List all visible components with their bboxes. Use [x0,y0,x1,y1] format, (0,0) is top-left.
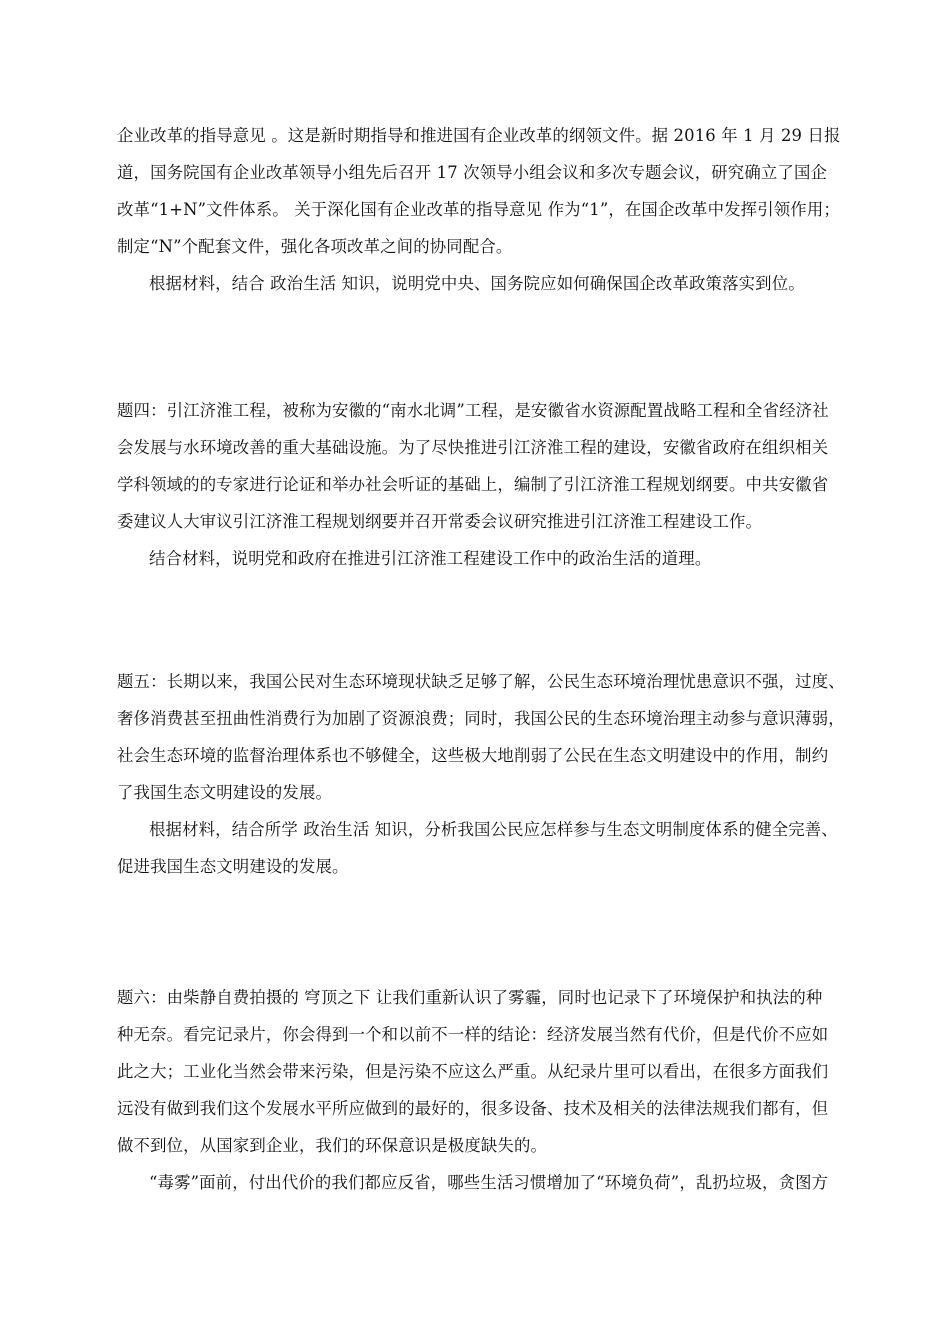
text-line: 此之大；工业化当然会带来污染，但是污染不应这么严重。从纪录片里可以看出，在很多方面我们 [117,1062,829,1081]
text-line: 改革“1+N”文件体系。 关于深化国有企业改革的指导意见 作为“1”，在国企改革中发挥引领作用； [117,200,840,219]
question-5 [117,663,843,885]
text-line: 题五：长期以来，我国公民对生态环境现状缺乏足够了解，公民生态环境治理忧患意识不强，过度、 [117,672,845,691]
text-line: 种无奈。看完记录片，你会得到一个和以前不一样的结论：经济发展当然有代价，但是代价不应如 [117,1025,829,1044]
text-line: 题四：引江济淮工程，被称为安徽的“南水北调”工程，是安徽省水资源配置战略工程和全省经济社 [117,401,829,420]
question-prompt: 根据材料，结合所学 政治生活 知识，分析我国公民应怎样参与生态文明制度体系的健全完善、 [149,820,838,839]
text-line: 远没有做到我们这个发展水平所应做到的最好的，很多设备、技术及相关的法律法规我们都有，但 [117,1099,829,1118]
text-line: 奢侈消费甚至扭曲性消费行为加剧了资源浪费；同时，我国公民的生态环境治理主动参与意识薄弱， [117,709,845,728]
text-line: 制定“N”个配套文件，强化各项改革之间的协同配合。 [117,237,513,256]
question-4 [117,392,843,577]
intro-paragraph [117,117,843,302]
text-line: 了我国生态文明建设的发展。 [117,783,333,802]
text-line: 社会生态环境的监督治理体系也不够健全，这些极大地削弱了公民在生态文明建设中的作用，制约 [117,746,829,765]
continuation-paragraph: “毒雾”面前，付出代价的我们都应反省，哪些生活习惯增加了“环境负荷”，乱扔垃圾，贪图方 [149,1173,829,1192]
text-line: 企业改革的指导意见 。这是新时期指导和推进国有企业改革的纲领文件。据 2016 年 1 月 29 日报 [117,126,841,145]
text-line: 学科领域的的专家进行论证和举办社会听证的基础上，编制了引江济淮工程规划纲要。中共安徽省 [117,475,829,494]
text-line: 会发展与水环境改善的重大基础设施。为了尽快推进引江济淮工程的建设，安徽省政府在组织相关 [117,438,829,457]
question-prompt: 结合材料，说明党和政府在推进引江济淮工程建设工作中的政治生活的道理。 [149,549,712,568]
text-line: 做不到位，从国家到企业，我们的环保意识是极度缺失的。 [117,1136,548,1155]
question-prompt-continued: 促进我国生态文明建设的发展。 [117,857,349,876]
question-prompt: 根据材料，结合 政治生活 知识，说明党中央、国务院应如何确保国企改革政策落实到位。 [149,274,805,293]
text-line: 委建议人大审议引江济淮工程规划纲要并召开常委会议研究推进引江济淮工程建设工作。 [117,512,763,531]
text-line: 道，国务院国有企业改革领导小组先后召开 17 次领导小组会议和多次专题会议，研究确立了国企 [117,163,828,182]
text-line: 题六：由柴静自费拍摄的 穹顶之下 让我们重新认识了雾霾，同时也记录下了环境保护和执法的种 [117,988,823,1007]
question-6 [117,979,843,1201]
